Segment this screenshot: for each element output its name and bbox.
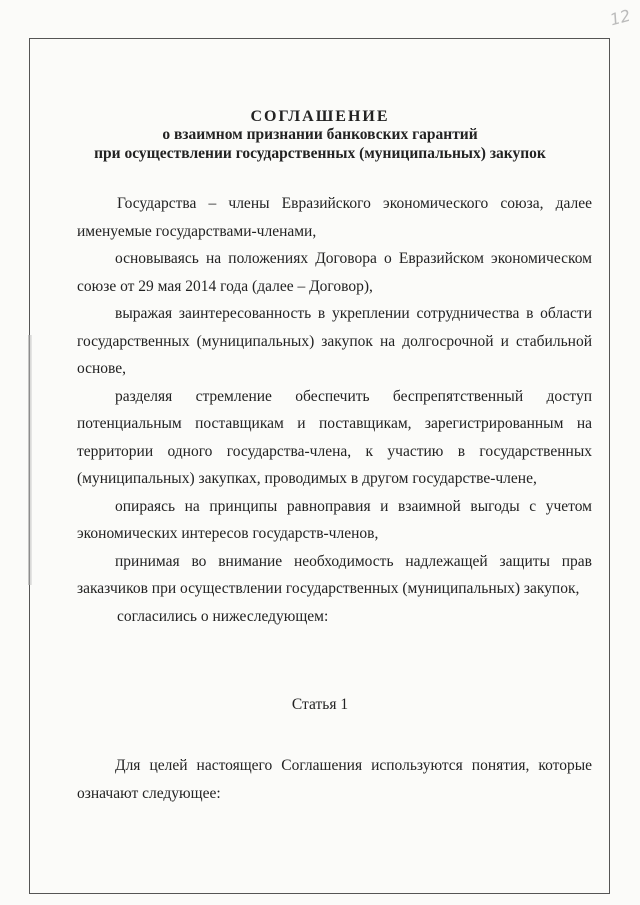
preamble-paragraph: основываясь на положениях Договора о Евразийском экономическом союзе от 29 мая 2014 года (далее – Договор), — [77, 250, 592, 295]
document-subtitle-line2: при осуществлении государственных (муниципальных) закупок — [94, 145, 546, 162]
page-number: 12 — [607, 5, 633, 30]
article-body — [77, 752, 592, 808]
preamble-paragraph: разделяя стремление обеспечить беспрепятственный доступ потенциальным поставщикам и поставщикам, зарегистрированным на территории одного государства-члена, к участию в государственных (муниципальных) закупках, проводимых в другом государстве-члене, — [77, 387, 592, 487]
preamble-paragraph: принимая во внимание необходимость надлежащей защиты прав заказчиков при осуществлении государственных (муниципальных) закупок, — [77, 552, 592, 597]
preamble-paragraph: Государства – члены Евразийского экономического союза, далее именуемые государствами-членами, — [77, 195, 592, 240]
article-paragraph: Для целей настоящего Соглашения используются понятия, которые означают следующее: — [77, 757, 592, 802]
scan-binder-mark — [28, 335, 32, 585]
article-heading: Статья 1 — [291, 696, 349, 713]
preamble-paragraph: опираясь на принципы равноправия и взаимной выгоды с учетом экономических интересов государств-членов, — [77, 497, 592, 542]
preamble-paragraph: выражая заинтересованность в укреплении сотрудничества в области государственных (муниципальных) закупок на долгосрочной и стабильной основе, — [77, 305, 592, 377]
preamble — [77, 190, 592, 630]
document-title: СОГЛАШЕНИЕ — [250, 108, 390, 125]
document-subtitle-line1: о взаимном признании банковских гарантий — [162, 126, 478, 143]
preamble-paragraph: согласились о нижеследующем: — [117, 607, 329, 625]
